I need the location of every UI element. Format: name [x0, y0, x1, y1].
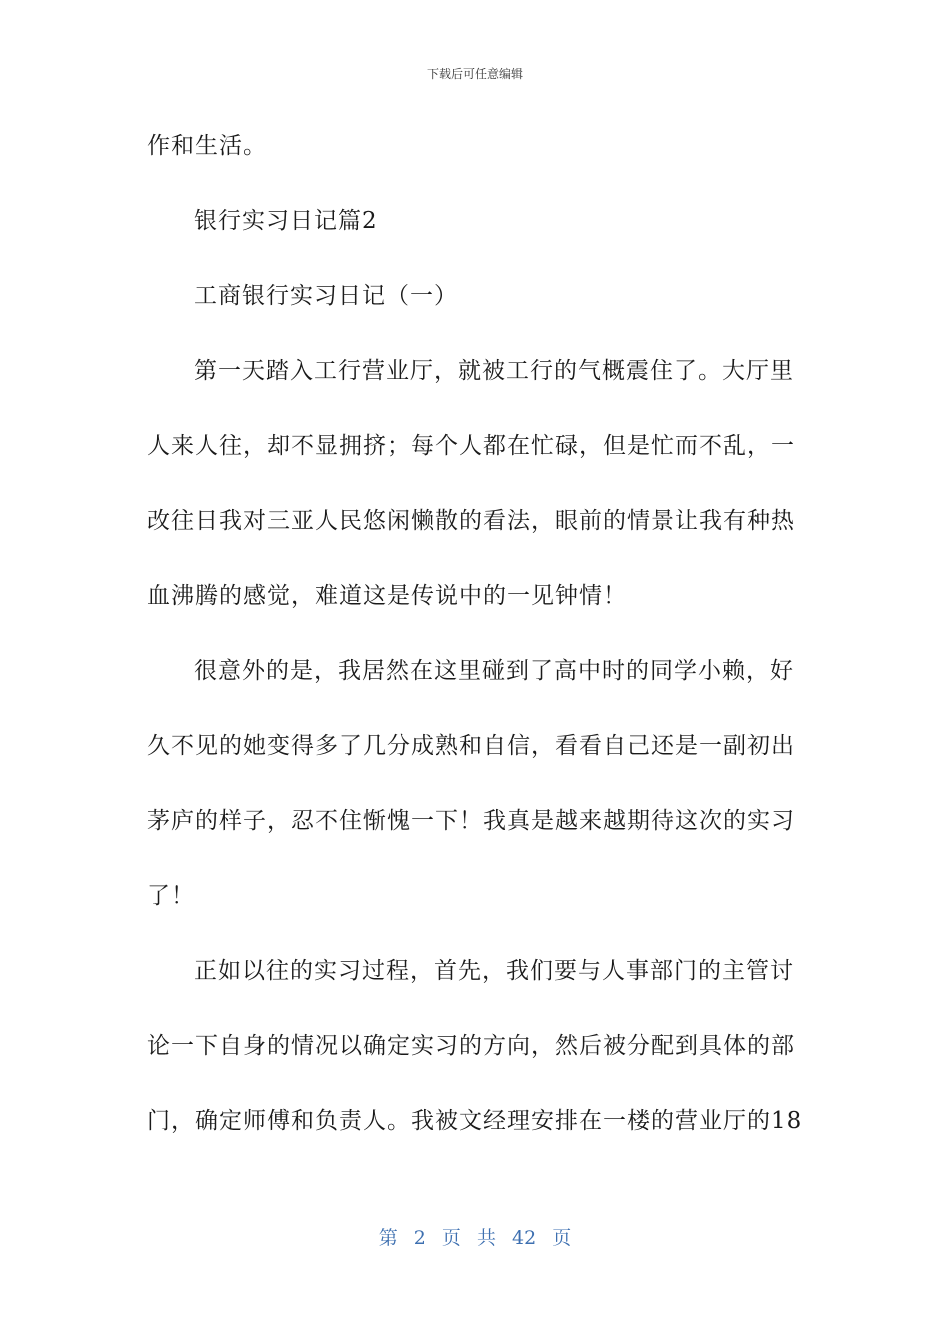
- text-line: 正如以往的实习过程，首先，我们要与人事部门的主管讨: [194, 958, 794, 984]
- text-line: 改往日我对三亚人民悠闲懒散的看法，眼前的情景让我有种热: [147, 508, 795, 534]
- text-line: 很意外的是，我居然在这里碰到了高中时的同学小赖，好: [194, 658, 794, 684]
- page-header-note: 下载后可任意编辑: [426, 67, 523, 81]
- page-number-footer: 第 2 页 共 42 页: [378, 1227, 572, 1249]
- text-line: 门，确定师傅和负责人。我被文经理安排在一楼的营业厅的18: [147, 1108, 803, 1134]
- text-line: 茅庐的样子，忍不住惭愧一下！我真是越来越期待这次的实习: [147, 808, 795, 834]
- text-line: 了！: [147, 883, 195, 909]
- document-body: [147, 114, 807, 1164]
- text-line: 第一天踏入工行营业厅，就被工行的气概震住了。大厅里: [194, 358, 794, 384]
- text-line: 人来人往，却不显拥挤；每个人都在忙碌，但是忙而不乱，一: [147, 433, 795, 459]
- text-line: 血沸腾的感觉，难道这是传说中的一见钟情！: [147, 583, 627, 609]
- section-title: 银行实习日记篇2: [194, 208, 378, 234]
- text-line: 论一下自身的情况以确定实习的方向，然后被分配到具体的部: [147, 1033, 795, 1059]
- diary-title: 工商银行实习日记（一）: [194, 283, 458, 309]
- text-line: 作和生活。: [147, 133, 267, 159]
- text-line: 久不见的她变得多了几分成熟和自信，看看自己还是一副初出: [147, 733, 795, 759]
